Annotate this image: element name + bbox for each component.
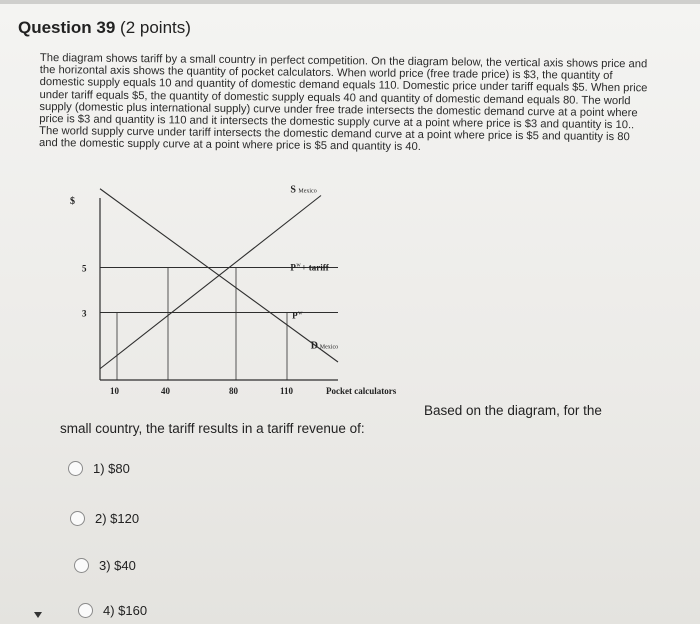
supply-curve-label: S [290, 184, 296, 196]
x-tick-40: 40 [161, 386, 170, 396]
top-divider [0, 0, 700, 4]
prompt-left: small country, the tariff results in a tariff revenue of: [60, 421, 365, 436]
y-axis-label: $ [70, 196, 75, 207]
prompt-right: Based on the diagram, for the [424, 403, 602, 418]
answer-option-4-label: 4) $160 [103, 603, 148, 618]
world-price-label: P [292, 310, 298, 321]
supply-curve-sublabel: Mexico [298, 188, 317, 195]
y-tick-5: 5 [82, 263, 87, 274]
y-tick-3: 3 [82, 308, 87, 319]
tariff-chart [58, 184, 418, 410]
x-tick-10: 10 [110, 386, 119, 396]
answer-option-1-label: 1) $80 [93, 461, 130, 476]
demand-curve-sublabel: Mexico [319, 344, 339, 351]
answer-option-3[interactable] [74, 558, 136, 573]
radio-button-4[interactable] [78, 603, 93, 618]
tariff-line-label: P [290, 262, 296, 273]
series-line-1 [100, 189, 338, 362]
answer-option-3-label: 3) $40 [99, 558, 136, 573]
scroll-arrow-icon[interactable] [34, 612, 42, 618]
radio-button-3[interactable] [74, 558, 89, 573]
answer-option-1[interactable] [68, 461, 130, 476]
radio-button-1[interactable] [68, 461, 83, 476]
x-tick-80: 80 [229, 386, 238, 396]
tariff-line-suffix: + tariff [301, 262, 329, 273]
question-points: (2 points) [120, 18, 191, 37]
question-number: Question 39 [18, 18, 116, 37]
question-paragraph: The diagram shows tariff by a small country in perfect competition. On the diagram below, the vertical axis shows price and the horizontal axis shows the quantity of pocket calculators. When world price (free trade price) is $3, the quantity of domestic supply equals 10 and quantity of domestic demand equals 110. Domestic price under tariff equals $5. When price under tariff equals $5, the quantity of domestic supply equals 40 and quantity of domestic demand equals 80. The world supply (domestic plus international supply) curve under free trade intersects the domestic demand curve at a point where price is $3 and quantity is 110 and it intersects the domestic supply curve at a point where price is $3 and quantity is 10.. The world supply curve under tariff intersects the domestic demand curve at a point where price is $5 and quantity is 80 and the domestic supply curve at a point where price is $5 and quantity is 40. [38, 52, 648, 154]
answer-option-2[interactable] [70, 511, 139, 526]
x-axis-label: Pocket calculators [326, 386, 397, 396]
answer-option-2-label: 2) $120 [95, 511, 140, 526]
series-line-0 [100, 196, 321, 369]
demand-curve-label: D [310, 340, 319, 352]
radio-button-2[interactable] [70, 511, 85, 526]
question-title [18, 18, 191, 38]
world-price-sup: w [298, 310, 303, 317]
x-tick-110: 110 [280, 386, 294, 396]
answer-option-4[interactable] [78, 603, 147, 618]
tariff-line-sup: w [296, 262, 301, 269]
